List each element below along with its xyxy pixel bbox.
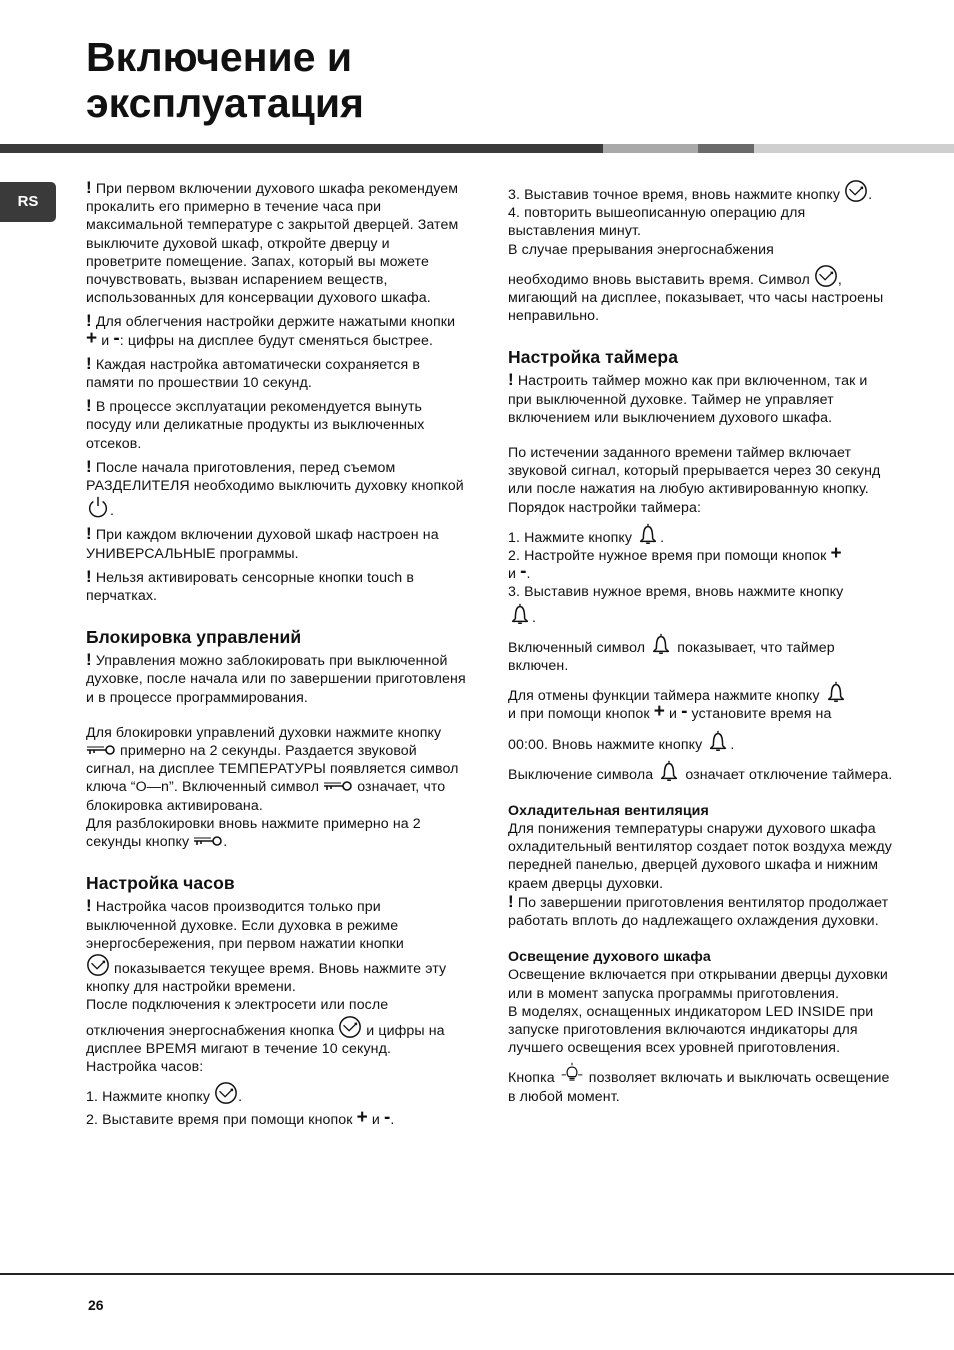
- note-divider: ! После начала приготовления, перед съемом РАЗДЕЛИТЕЛЯ необходимо выключить духовку кнопкой .: [86, 456, 464, 520]
- timer-step-1: 1. Нажмите кнопку .: [508, 522, 893, 547]
- clock-step-3: 3. Выставив точное время, вновь нажмите кнопку .: [508, 179, 893, 204]
- heading-timer: Настройка таймера: [508, 347, 679, 368]
- heading-clock: Настройка часов: [86, 873, 235, 894]
- timer-order: Порядок настройки таймера:: [508, 499, 702, 516]
- timer-active: Включенный символ показывает, что таймер включен.: [508, 632, 893, 675]
- clock-power: отключения энергоснабжения кнопка и цифры на дисплее ВРЕМЯ мигают в течение 10 секунд. Настройка часов:: [86, 1015, 466, 1077]
- bell-icon: [636, 522, 660, 546]
- note-hold-buttons: ! Для облегчения настройки держите нажатыми кнопки + и -: цифры на дисплее будут сменяться быстрее.: [86, 311, 456, 349]
- plus-icon: +: [830, 543, 842, 565]
- note-first-use: ! При первом включении духового шкафа рекомендуем прокалить его примерно в течение часа при максимальной температуре с закрытой дверцей. Затем выключите духовой шкаф, откройте дверцу и проветрите помещение. Запах, который вы можете почувствовать, вызван испарением веществ, использованных для консервации духового шкафа.: [86, 178, 459, 307]
- minus-icon: -: [383, 1107, 391, 1129]
- key-icon: [323, 779, 353, 793]
- clock-display: показывается текущее время. Вновь нажмите эту кнопку для настройки времени. После подключения к электросети или после: [86, 953, 466, 1015]
- note-gloves: ! Нельзя активировать сенсорные кнопки touch в перчатках.: [86, 566, 414, 605]
- power-outage: В случае прерывания энергоснабжения: [508, 241, 774, 258]
- clock-blinking: необходимо вновь выставить время. Символ , мигающий на дисплее, показывает, что часы настроены неправильно.: [508, 264, 893, 326]
- key-icon: [193, 834, 223, 848]
- right-column: [508, 179, 893, 1111]
- minus-icon: -: [681, 701, 688, 723]
- timer-step-2: 2. Настройте нужное время при помощи кнопок + и -.: [508, 543, 842, 583]
- bell-icon: [508, 602, 532, 626]
- lock-intro: ! Управления можно заблокировать при выключенной духовке, после начала или по завершении приготовленя и в процессе программирования.: [86, 650, 466, 706]
- footer-divider: [0, 1273, 954, 1275]
- minus-icon: -: [113, 327, 120, 349]
- key-icon: [86, 743, 116, 757]
- lamp-icon: [559, 1062, 585, 1086]
- timer-signal: По истечении заданного времени таймер включает звуковой сигнал, который прерывается через 30 секунд или после нажатия на любую активированную кнопку.: [508, 445, 881, 498]
- clock-icon: [86, 953, 110, 977]
- heading-fan: Охладительная вентиляция: [508, 803, 709, 820]
- bell-icon: [706, 729, 730, 753]
- clock-intro: ! Настройка часов производится только при выключенной духовке. Если духовка в режиме энергосбережения, при первом нажатии кнопки: [86, 896, 404, 952]
- clock-step-4: 4. повторить вышеописанную операцию для выставления минут.: [508, 205, 806, 240]
- title-line-2: эксплуатация: [86, 80, 364, 126]
- plus-icon: +: [356, 1107, 368, 1129]
- heading-lock: Блокировка управлений: [86, 627, 302, 648]
- title-line-1: Включение и: [86, 34, 353, 80]
- clock-icon: [814, 264, 838, 288]
- note-autosave: ! Каждая настройка автоматически сохраняется в памяти по прошествии 10 секунд.: [86, 353, 420, 392]
- clock-step-2: 2. Выставите время при помощи кнопок + и -.: [86, 1107, 395, 1129]
- plus-icon: +: [653, 701, 665, 723]
- lock-instructions: Для блокировки управлений духовки нажмите кнопку примерно на 2 секунды. Раздается звуковой сигнал, на дисплее ТЕМПЕРАТУРЫ появляется символ ключа “O—n”. Включенный символ означает, что блокировка активирована.: [86, 724, 459, 814]
- timer-intro: ! Настроить таймер можно как при включенном, так и при выключенной духовке. Таймер не управляет включением или выключением духового шкафа.: [508, 370, 868, 426]
- light-led: В моделях, оснащенных индикатором LED INSIDE при запуске приготовления включаются индикаторы для лучшего освещения всех уровней приготовления.: [508, 1003, 874, 1057]
- header-divider: [0, 144, 954, 153]
- clock-icon: [338, 1015, 362, 1039]
- timer-step-3: 3. Выставив нужное время, вновь нажмите кнопку .: [508, 584, 844, 626]
- unlock-instructions: Для разблокировки вновь нажмите примерно на 2 секунды кнопку .: [86, 815, 421, 851]
- light-description: Освещение включается при открывании дверцы духовки или в момент запуска программы приготовления.: [508, 967, 888, 1002]
- clock-icon: [844, 179, 868, 203]
- bell-icon: [649, 632, 673, 656]
- heading-light: Освещение духового шкафа: [508, 949, 711, 966]
- fan-note: ! По завершении приготовления вентилятор продолжает работать вплоть до надлежащего охлаждения духовки.: [508, 891, 889, 930]
- timer-reset: 00:00. Вновь нажмите кнопку .: [508, 729, 893, 754]
- bell-icon: [824, 680, 848, 704]
- plus-icon: +: [86, 327, 98, 349]
- note-remove-items: ! В процессе эксплуатации рекомендуется вынуть посуду или деликатные продукты из выключенных отсеков.: [86, 396, 425, 452]
- note-universal: ! При каждом включении духовой шкаф настроен на УНИВЕРСАЛЬНЫЕ программы.: [86, 524, 439, 562]
- page-title: [86, 34, 364, 126]
- language-tab: RS: [0, 182, 56, 222]
- fan-description: Для понижения температуры снаружи духового шкафа охладительный вентилятор создает поток воздуха между передней панелью, дверцей духового шкафа и нижним краем дверцы духовки.: [508, 821, 892, 892]
- timer-cancel: Для отмены функции таймера нажмите кнопку и при помощи кнопок + и - установите время на: [508, 680, 893, 723]
- minus-icon: -: [520, 561, 527, 583]
- timer-off: Выключение символа означает отключение таймера.: [508, 759, 893, 784]
- bell-icon: [657, 759, 681, 783]
- power-icon: [86, 495, 110, 519]
- light-button: Кнопка позволяет включать и выключать освещение в любой момент.: [508, 1062, 893, 1105]
- page-number: 26: [88, 1297, 104, 1313]
- clock-step-1: 1. Нажмите кнопку .: [86, 1081, 466, 1106]
- left-column: [86, 179, 466, 1135]
- clock-icon: [214, 1081, 238, 1105]
